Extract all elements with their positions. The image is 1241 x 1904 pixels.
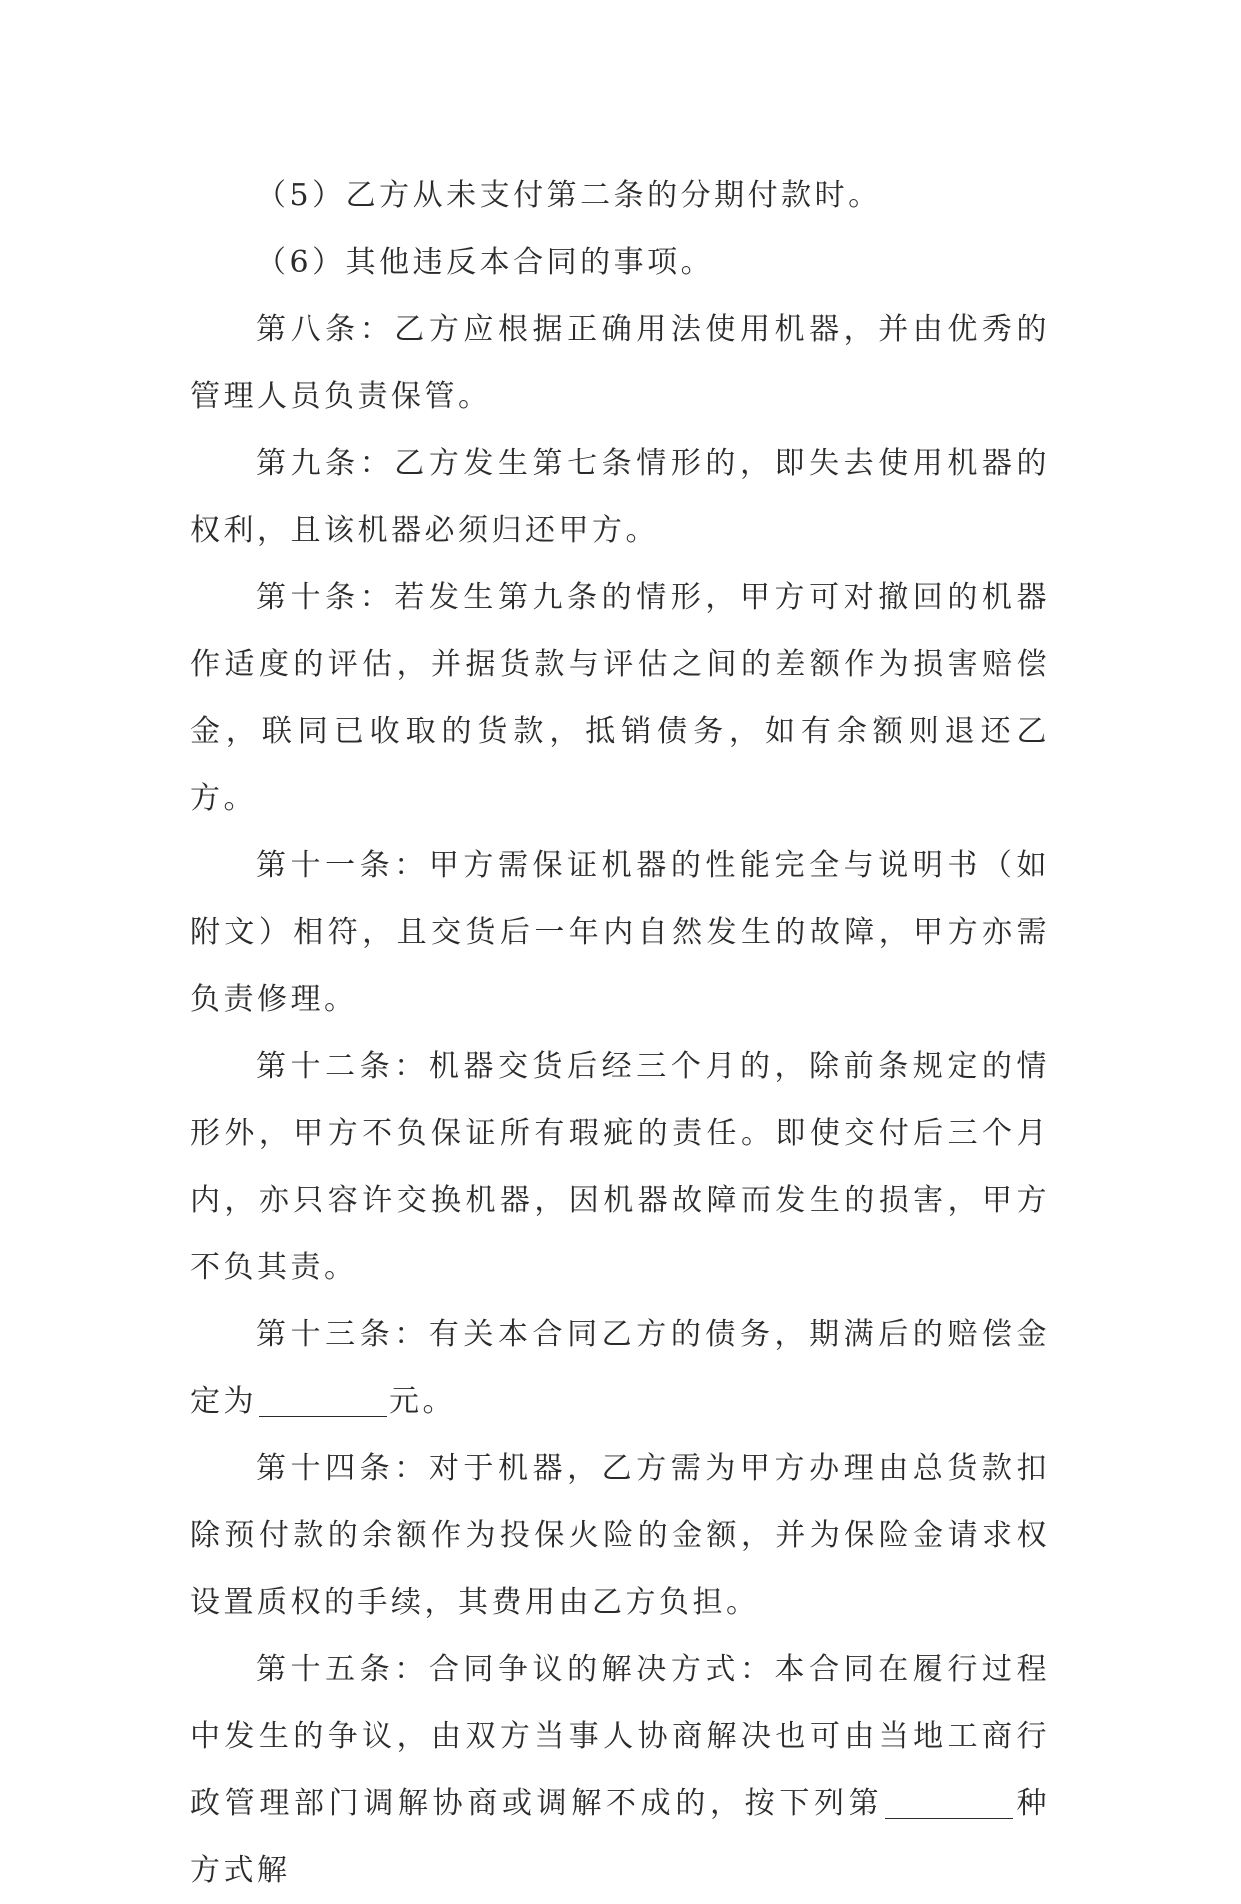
method-blank[interactable] [885, 1788, 1013, 1819]
article-8: 第八条：乙方应根据正确用法使用机器，并由优秀的管理人员负责保管。 [190, 312, 1050, 414]
article-13-text: 第十三条：有关本合同乙方的债务，期满后的赔偿金定为 [190, 1317, 1050, 1419]
article-10: 第十条：若发生第九条的情形，甲方可对撤回的机器作适度的评估，并据货款与评估之间的差额作为损害赔偿金，联同已收取的货款，抵销债务，如有余额则退还乙方。 [190, 580, 1050, 816]
contract-item-5: （5）乙方从未支付第二条的分期付款时。 [256, 178, 882, 213]
article-9: 第九条：乙方发生第七条情形的，即失去使用机器的权利，且该机器必须归还甲方。 [190, 446, 1050, 548]
article-15 [190, 1636, 1050, 1904]
article-15-suffix: 种方式解 [190, 1786, 1051, 1888]
article-15-text: 第十五条：合同争议的解决方式：本合同在履行过程中发生的争议，由双方当事人协商解决也可由当地工商行政管理部门调解协商或调解不成的，按下列第 [190, 1652, 1050, 1821]
article-13 [190, 1301, 1050, 1435]
article-14: 第十四条：对于机器，乙方需为甲方办理由总货款扣除预付款的余额作为投保火险的金额，并为保险金请求权设置质权的手续，其费用由乙方负担。 [190, 1451, 1050, 1620]
article-11: 第十一条：甲方需保证机器的性能完全与说明书（如附文）相符，且交货后一年内自然发生的故障，甲方亦需负责修理。 [190, 848, 1050, 1017]
amount-blank[interactable] [259, 1386, 387, 1417]
contract-item-6: （6）其他违反本合同的事项。 [256, 245, 715, 280]
article-13-suffix: 元。 [389, 1384, 456, 1419]
article-12: 第十二条：机器交货后经三个月的，除前条规定的情形外，甲方不负保证所有瑕疵的责任。即使交付后三个月内，亦只容许交换机器，因机器故障而发生的损害，甲方不负其责。 [190, 1049, 1050, 1285]
document-body [190, 162, 1050, 1904]
